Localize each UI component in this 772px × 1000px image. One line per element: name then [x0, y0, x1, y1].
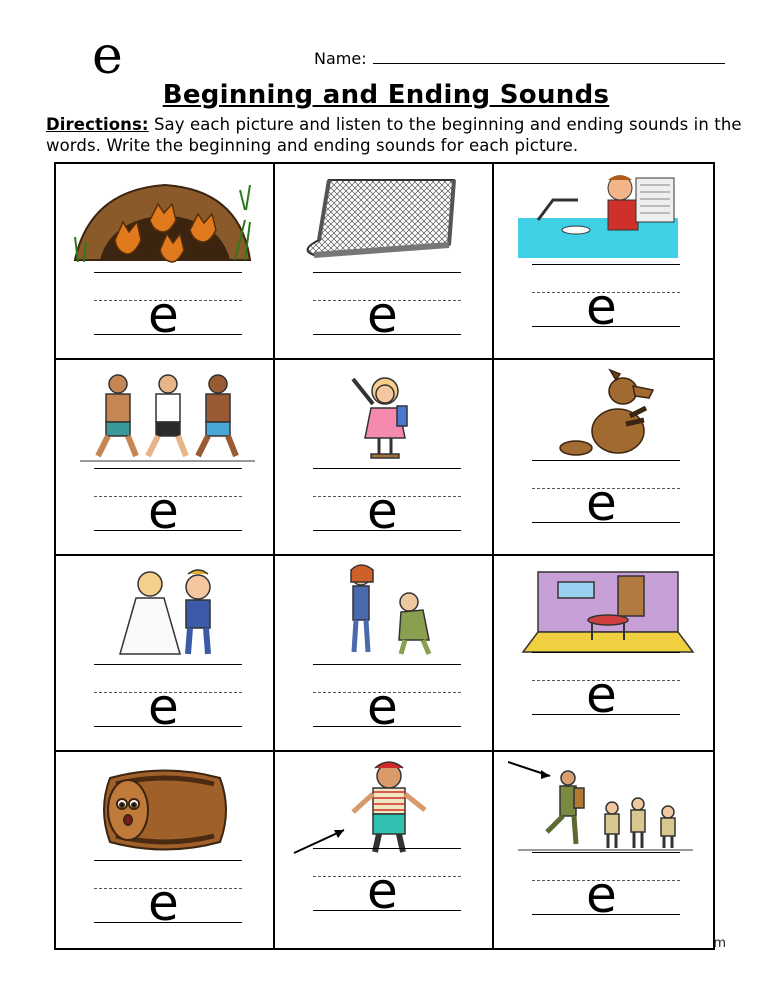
directions: [46, 114, 746, 156]
answer-lines[interactable]: [313, 848, 461, 920]
middle-letter: e: [586, 474, 617, 532]
answer-lines[interactable]: [532, 460, 680, 532]
muscle-men-picture: [70, 366, 260, 466]
girl-waving-picture: [289, 366, 479, 466]
picture-cell: [275, 556, 494, 752]
answer-lines[interactable]: [532, 852, 680, 924]
footer-mark: m: [713, 936, 726, 951]
picture-cell: [275, 752, 494, 948]
answer-lines[interactable]: [94, 468, 242, 540]
picture-grid: [54, 162, 715, 950]
dog-begging-picture: [508, 366, 698, 466]
picture-cell: [494, 360, 713, 556]
middle-letter: e: [367, 286, 398, 344]
worksheet-letter: e: [92, 26, 123, 86]
worksheet-title: Beginning and Ending Sounds: [162, 80, 610, 110]
answer-lines[interactable]: [532, 264, 680, 336]
picture-cell: [56, 164, 275, 360]
answer-lines[interactable]: [532, 652, 680, 724]
hikers-leader-picture: [508, 758, 698, 858]
picture-cell: [56, 752, 275, 948]
middle-letter: e: [148, 482, 179, 540]
middle-letter: e: [148, 874, 179, 932]
picture-cell: [275, 164, 494, 360]
foxes-in-den-picture: [70, 170, 260, 270]
pirate-picture: [289, 758, 479, 858]
picture-cell: [56, 360, 275, 556]
picture-cell: [494, 752, 713, 948]
middle-letter: e: [148, 286, 179, 344]
middle-letter: e: [586, 666, 617, 724]
boy-reading-newspaper-picture: [508, 170, 698, 270]
middle-letter: e: [586, 278, 617, 336]
answer-lines[interactable]: [94, 664, 242, 736]
answer-lines[interactable]: [94, 272, 242, 344]
middle-letter: e: [148, 678, 179, 736]
soccer-net-picture: [289, 170, 479, 270]
picture-cell: [494, 164, 713, 360]
picture-cell: [494, 556, 713, 752]
picture-cell: [56, 556, 275, 752]
middle-letter: e: [367, 678, 398, 736]
answer-lines[interactable]: [313, 468, 461, 540]
middle-letter: e: [367, 862, 398, 920]
directions-label: Directions:: [46, 115, 149, 134]
middle-letter: e: [586, 866, 617, 924]
middle-letter: e: [367, 482, 398, 540]
name-field-row: [314, 48, 725, 69]
bride-and-groom-picture: [70, 562, 260, 662]
name-label: Name:: [314, 49, 367, 68]
directions-text: Say each picture and listen to the beginning and ending sounds in the words. Write the beginning and ending sounds for each picture.: [46, 115, 742, 155]
answer-lines[interactable]: [313, 664, 461, 736]
answer-lines[interactable]: [313, 272, 461, 344]
picture-cell: [275, 360, 494, 556]
answer-lines[interactable]: [94, 860, 242, 932]
messy-room-picture: [508, 562, 698, 662]
barrel-picture: [70, 758, 260, 858]
woman-and-old-man-picture: [289, 562, 479, 662]
name-line[interactable]: [373, 48, 725, 64]
